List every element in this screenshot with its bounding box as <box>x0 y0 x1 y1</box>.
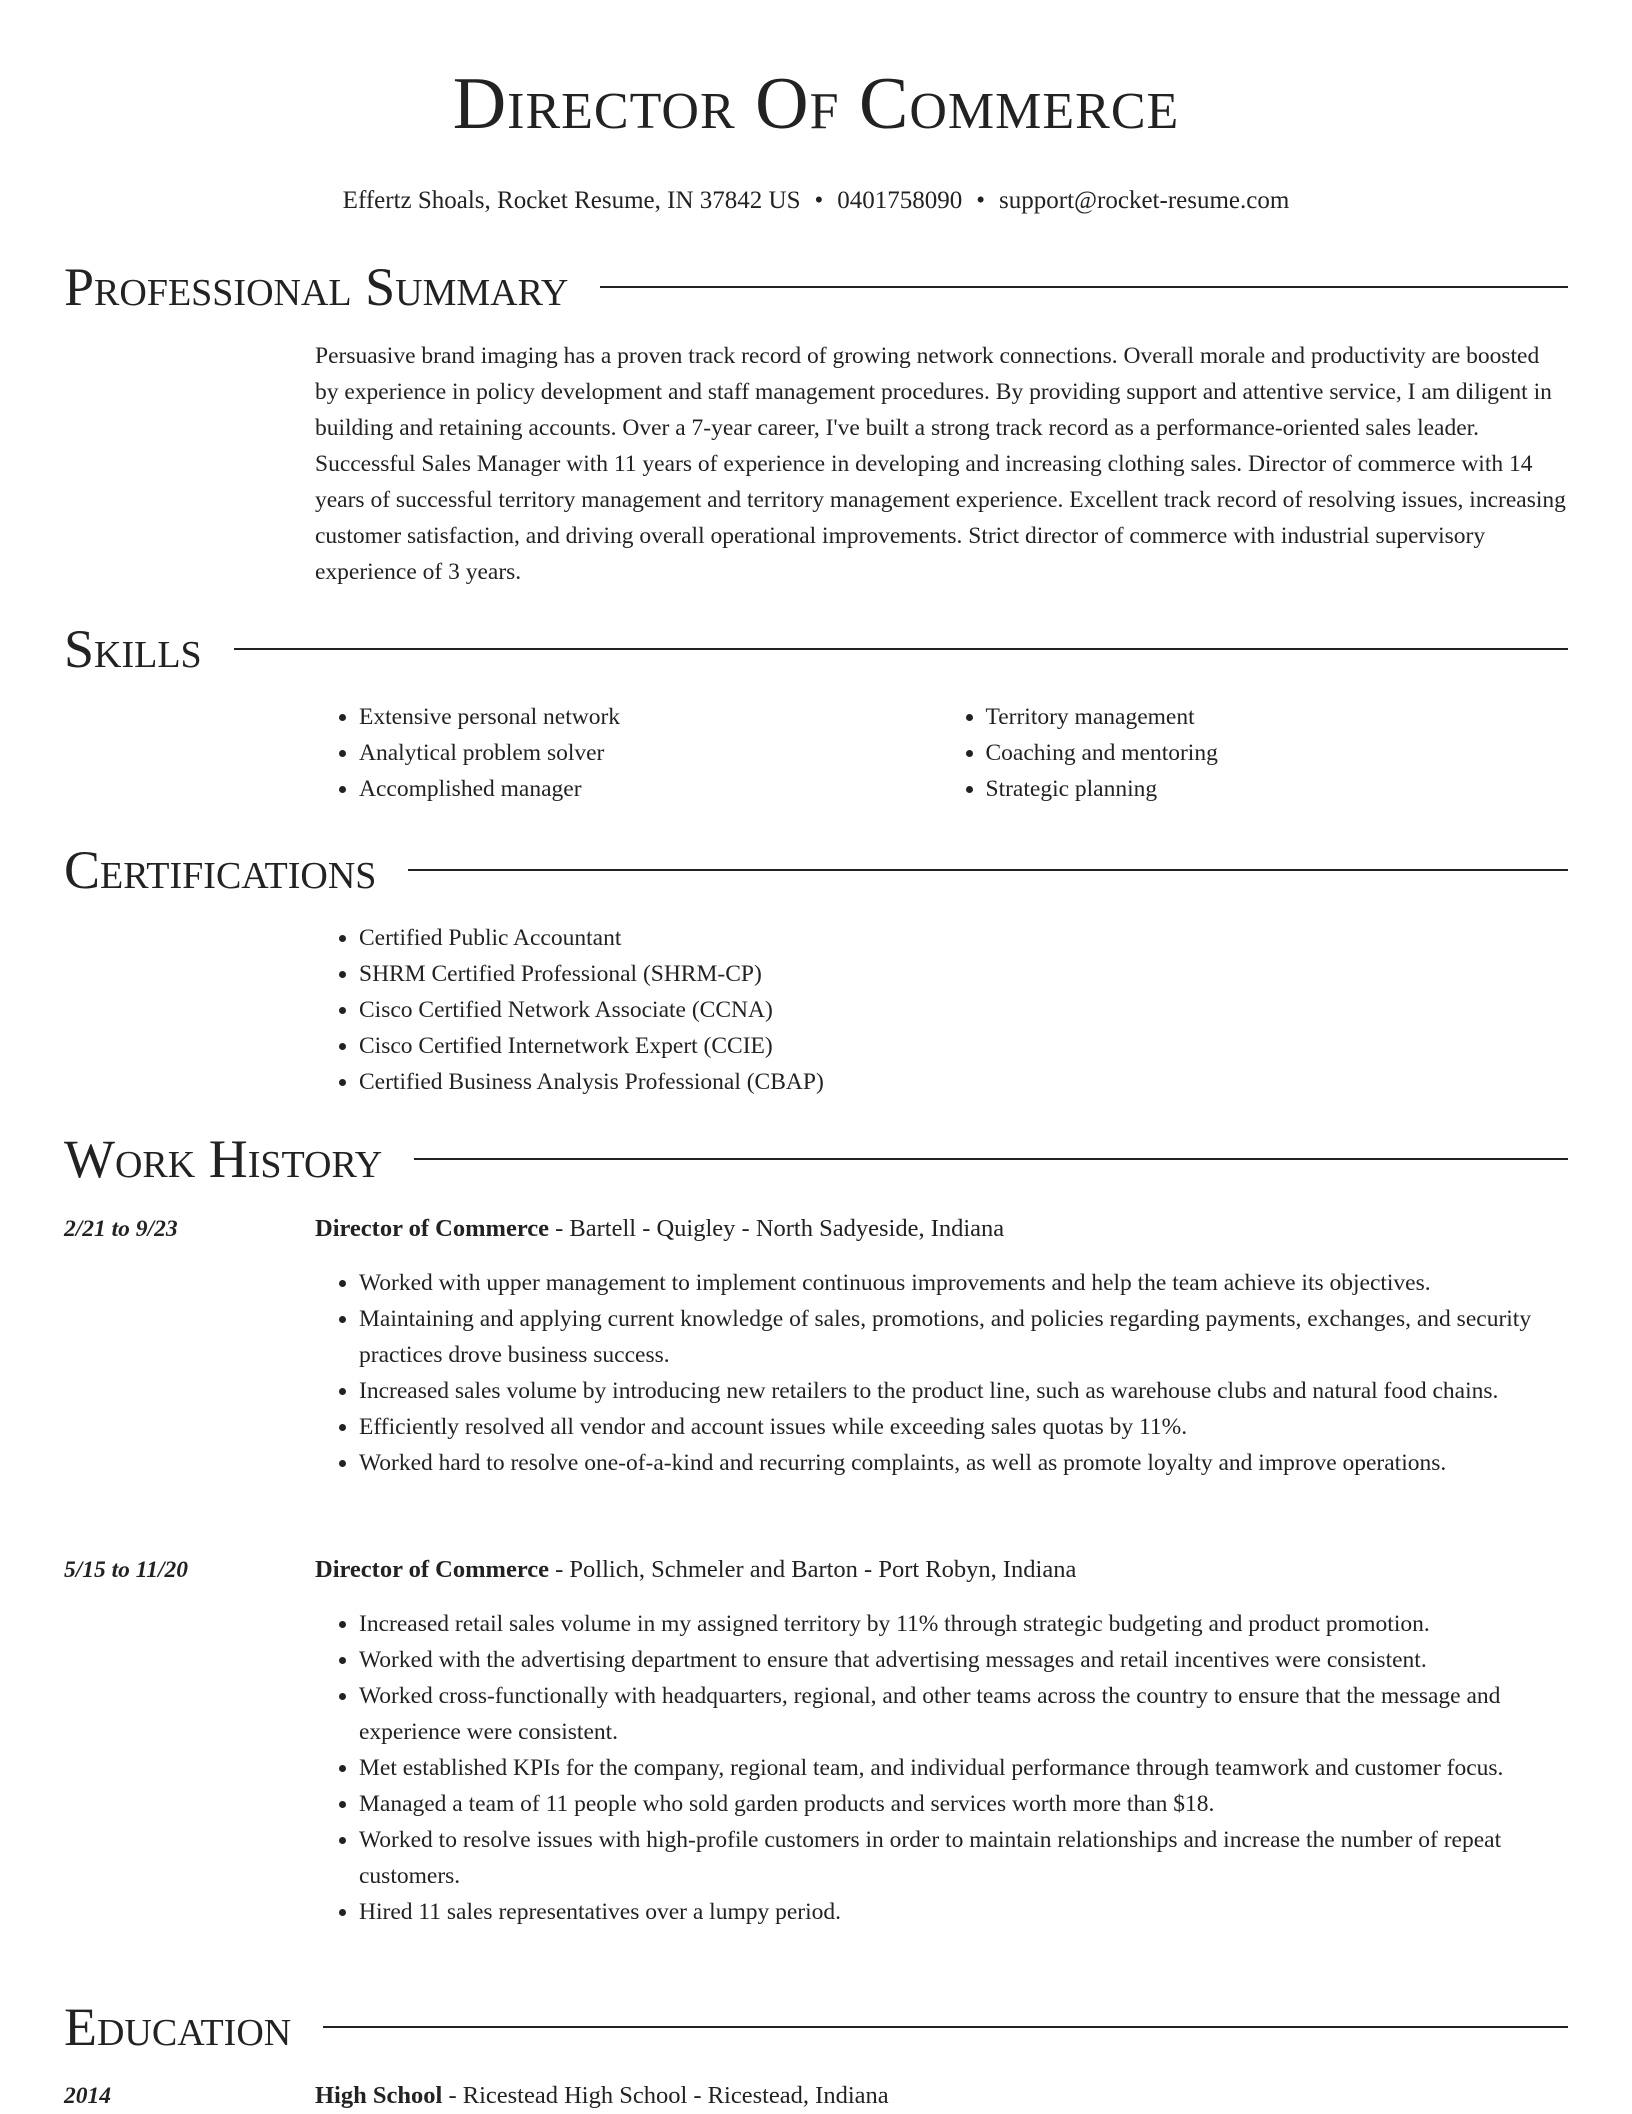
certification-item: • SHRM Certified Professional (SHRM-CP) <box>359 956 1568 992</box>
certification-item: • Cisco Certified Network Associate (CCNA) <box>359 992 1568 1028</box>
certification-item: • Cisco Certified Internetwork Expert (CCIE) <box>359 1028 1568 1064</box>
job-bullet: • Worked cross-functionally with headquarters, regional, and other teams across the country to ensure that the message and experience were consistent. <box>359 1678 1568 1750</box>
section-divider <box>323 2026 1568 2028</box>
job-title: Director of Commerce <box>315 1556 549 1583</box>
job-bullet: • Hired 11 sales representatives over a lumpy period. <box>359 1894 1568 1930</box>
certifications-section-header <box>64 838 1568 902</box>
job-title: Director of Commerce <box>315 1215 549 1242</box>
summary-text: Persuasive brand imaging has a proven track record of growing network connections. Overall morale and productivity are boosted by experience in policy development and staff management procedures. By providing support and attentive service, I am diligent in building and retaining accounts. Over a 7-year career, I've built a strong track record as a performance-oriented sales leader. Successful Sales Manager with 11 years of experience in developing and increasing clothing sales. Director of commerce with 14 years of successful territory management and territory management experience. Excellent track record of resolving issues, increasing customer satisfaction, and driving overall operational improvements. Strict director of commerce with industrial supervisory experience of 3 years. <box>315 343 1566 585</box>
skills-list <box>315 699 1568 807</box>
job-bullet: • Worked with upper management to implement continuous improvements and help the team achieve its objectives. <box>359 1265 1568 1301</box>
job-bullet: • Worked with the advertising department to ensure that advertising messages and retail incentives were consistent. <box>359 1642 1568 1678</box>
job-bullet: • Increased sales volume by introducing new retailers to the product line, such as warehouse clubs and natural food chains. <box>359 1373 1568 1409</box>
summary-heading: Professional Summary <box>64 257 569 317</box>
skill-item: • Analytical problem solver <box>359 735 942 771</box>
job-details: - Bartell - Quigley - North Sadyeside, Indiana <box>549 1215 1005 1242</box>
contact-line <box>64 186 1568 216</box>
job-bullet: • Maintaining and applying current knowledge of sales, promotions, and policies regarding payments, exchanges, and security practices drove business success. <box>359 1301 1568 1373</box>
education-details: - Ricestead High School - Ricestead, Indiana <box>442 2082 889 2109</box>
section-divider <box>408 869 1568 871</box>
resume-page <box>64 0 1568 2109</box>
certification-item: • Certified Public Accountant <box>359 920 1568 956</box>
job-bullets <box>315 1606 1568 1930</box>
education-degree: High School <box>315 2082 443 2109</box>
skill-item: • Accomplished manager <box>359 771 942 807</box>
skills-column-right <box>942 699 1569 807</box>
skill-item: • Strategic planning <box>986 771 1569 807</box>
job-bullet: • Efficiently resolved all vendor and account issues while exceeding sales quotas by 11%. <box>359 1409 1568 1445</box>
work-heading: Work History <box>64 1129 383 1189</box>
skills-section-header <box>64 617 1568 681</box>
skills-heading: Skills <box>64 619 202 679</box>
skill-item: • Coaching and mentoring <box>986 735 1569 771</box>
contact-address: Effertz Shoals, Rocket Resume, IN 37842 US <box>342 187 801 214</box>
section-divider <box>600 286 1568 288</box>
summary-section-header <box>64 255 1568 319</box>
certification-item: • Certified Business Analysis Professional (CBAP) <box>359 1064 1568 1100</box>
job-bullet: • Worked hard to resolve one-of-a-kind and recurring complaints, as well as promote loyalty and improve operations. <box>359 1445 1568 1481</box>
education-heading: Education <box>64 1997 292 2057</box>
section-divider <box>414 1158 1568 1160</box>
page-title: Director Of Commerce <box>452 63 1180 145</box>
contact-phone: 0401758090 <box>837 187 963 214</box>
job-heading <box>315 1211 1004 1247</box>
job-bullet: • Worked to resolve issues with high-profile customers in order to maintain relationships and increase the number of repeat customers. <box>359 1822 1568 1894</box>
contact-separator: • <box>814 187 824 214</box>
job-dates: 5/15 to 11/20 <box>64 1557 189 1583</box>
certifications-heading: Certifications <box>64 840 377 900</box>
job-bullets <box>315 1265 1568 1481</box>
education-year: 2014 <box>64 2083 111 2109</box>
education-heading-line <box>315 2078 889 2114</box>
job-bullet: • Met established KPIs for the company, regional team, and individual performance through teamwork and customer focus. <box>359 1750 1568 1786</box>
job-heading <box>315 1552 1076 1588</box>
work-section-header <box>64 1127 1568 1191</box>
job-bullet: • Managed a team of 11 people who sold garden products and services worth more than $18. <box>359 1786 1568 1822</box>
job-details: - Pollich, Schmeler and Barton - Port Robyn, Indiana <box>549 1556 1077 1583</box>
contact-email: support@rocket-resume.com <box>999 187 1290 214</box>
job-dates: 2/21 to 9/23 <box>64 1216 178 1242</box>
section-divider <box>234 648 1568 650</box>
certifications-list <box>315 920 1568 1100</box>
skill-item: • Territory management <box>986 699 1569 735</box>
job-bullet: • Increased retail sales volume in my assigned territory by 11% through strategic budgeting and product promotion. <box>359 1606 1568 1642</box>
education-section-header <box>64 1995 1568 2059</box>
contact-separator: • <box>976 187 986 214</box>
skill-item: • Extensive personal network <box>359 699 942 735</box>
skills-column-left <box>315 699 942 807</box>
